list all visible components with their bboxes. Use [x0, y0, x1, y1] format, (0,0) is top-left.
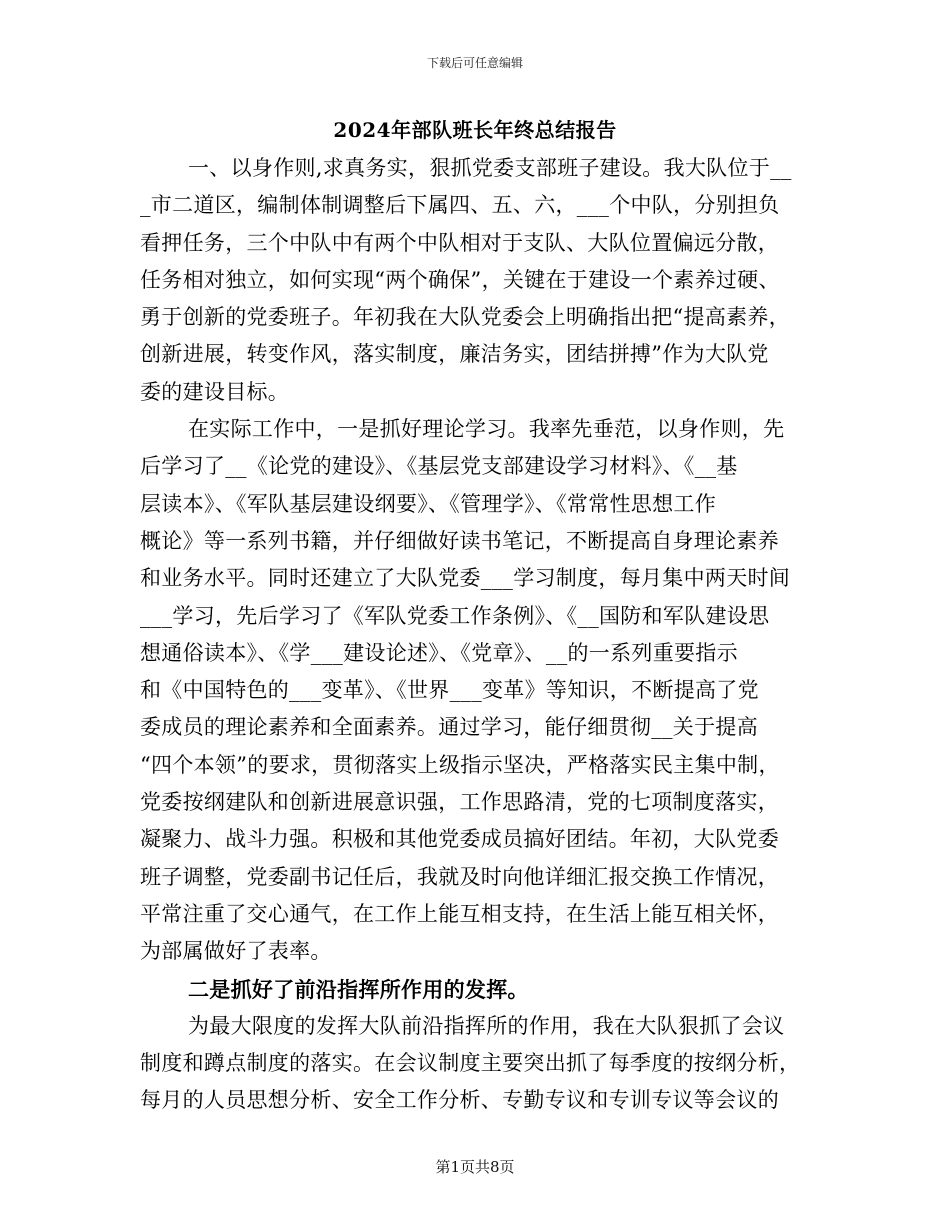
- text-line: 委的建设目标。: [140, 379, 290, 404]
- text-line: 看押任务，三个中队中有两个中队相对于支队、大队位置偏远分散，: [140, 230, 779, 255]
- text-line: 委成员的理论素养和全面素养。通过学习，能仔细贯彻__关于提高: [140, 715, 758, 740]
- text-line: 和《中国特色的___变革》、《世界___变革》等知识，不断提高了党: [140, 678, 759, 703]
- text-line: 勇于创新的党委班子。年初我在大队党委会上明确指出把“提高素养，: [140, 305, 791, 330]
- text-line: _市二道区，编制体制调整后下属四、五、六，___个中队，分别担负: [140, 193, 780, 218]
- text-line: 制度和蹲点制度的落实。在会议制度主要突出抓了每季度的按纲分析，: [140, 1051, 801, 1076]
- text-line: 后学习了__《论党的建设》、《基层党支部建设学习材料》、《__基: [140, 454, 738, 479]
- text-line: 在实际工作中，一是抓好理论学习。我率先垂范，以身作则，先: [188, 417, 785, 442]
- page-number: 第1页共8页: [435, 1158, 515, 1176]
- text-line: 一、以身作则,求真务实，狠抓党委支部班子建设。我大队位于__: [188, 156, 792, 180]
- text-line: 和业务水平。同时还建立了大队党委___学习制度，每月集中两天时间: [140, 566, 791, 591]
- text-line: 为部属做好了表率。: [140, 939, 332, 964]
- text-line: 创新进展，转变作风，落实制度，廉洁务实，团结拼搏”作为大队党: [140, 342, 769, 367]
- text-line: 层读本》、《军队基层建设纲要》、《管理学》、《常常性思想工作: [140, 491, 716, 516]
- text-line: ___学习，先后学习了《军队党委工作条例》、《__国防和军队建设思: [140, 603, 770, 628]
- section-heading: 二是抓好了前沿指挥所作用的发挥。: [188, 976, 529, 1002]
- text-line: 为最大限度的发挥大队前沿指挥所的作用，我在大队狠抓了会议: [188, 1013, 785, 1038]
- text-line: 任务相对独立，如何实现“两个确保”，关键在于建设一个素养过硬、: [140, 267, 780, 292]
- document-title: 2024年部队班长年终总结报告: [333, 118, 617, 142]
- text-line: “四个本领”的要求，贯彻落实上级指示坚决，严格落实民主集中制，: [140, 752, 780, 777]
- text-line: 凝聚力、战斗力强。积极和其他党委成员搞好团结。年初，大队党委: [140, 827, 779, 852]
- header-note: 下载后可任意编辑: [426, 56, 523, 70]
- text-line: 每月的人员思想分析、安全工作分析、专勤专议和专训专议等会议的: [140, 1088, 779, 1113]
- text-line: 班子调整，党委副书记任后，我就及时向他详细汇报交换工作情况，: [140, 864, 779, 889]
- text-line: 党委按纲建队和创新进展意识强，工作思路清，党的七项制度落实，: [140, 790, 779, 815]
- text-line: 概论》等一系列书籍，并仔细做好读书笔记，不断提高自身理论素养: [140, 528, 779, 553]
- text-line: 平常注重了交心通气，在工作上能互相支持，在生活上能互相关怀，: [140, 901, 779, 926]
- text-line: 想通俗读本》、《学___建设论述》、《党章》、__的一系列重要指示: [140, 640, 738, 665]
- document-body: [140, 150, 810, 1120]
